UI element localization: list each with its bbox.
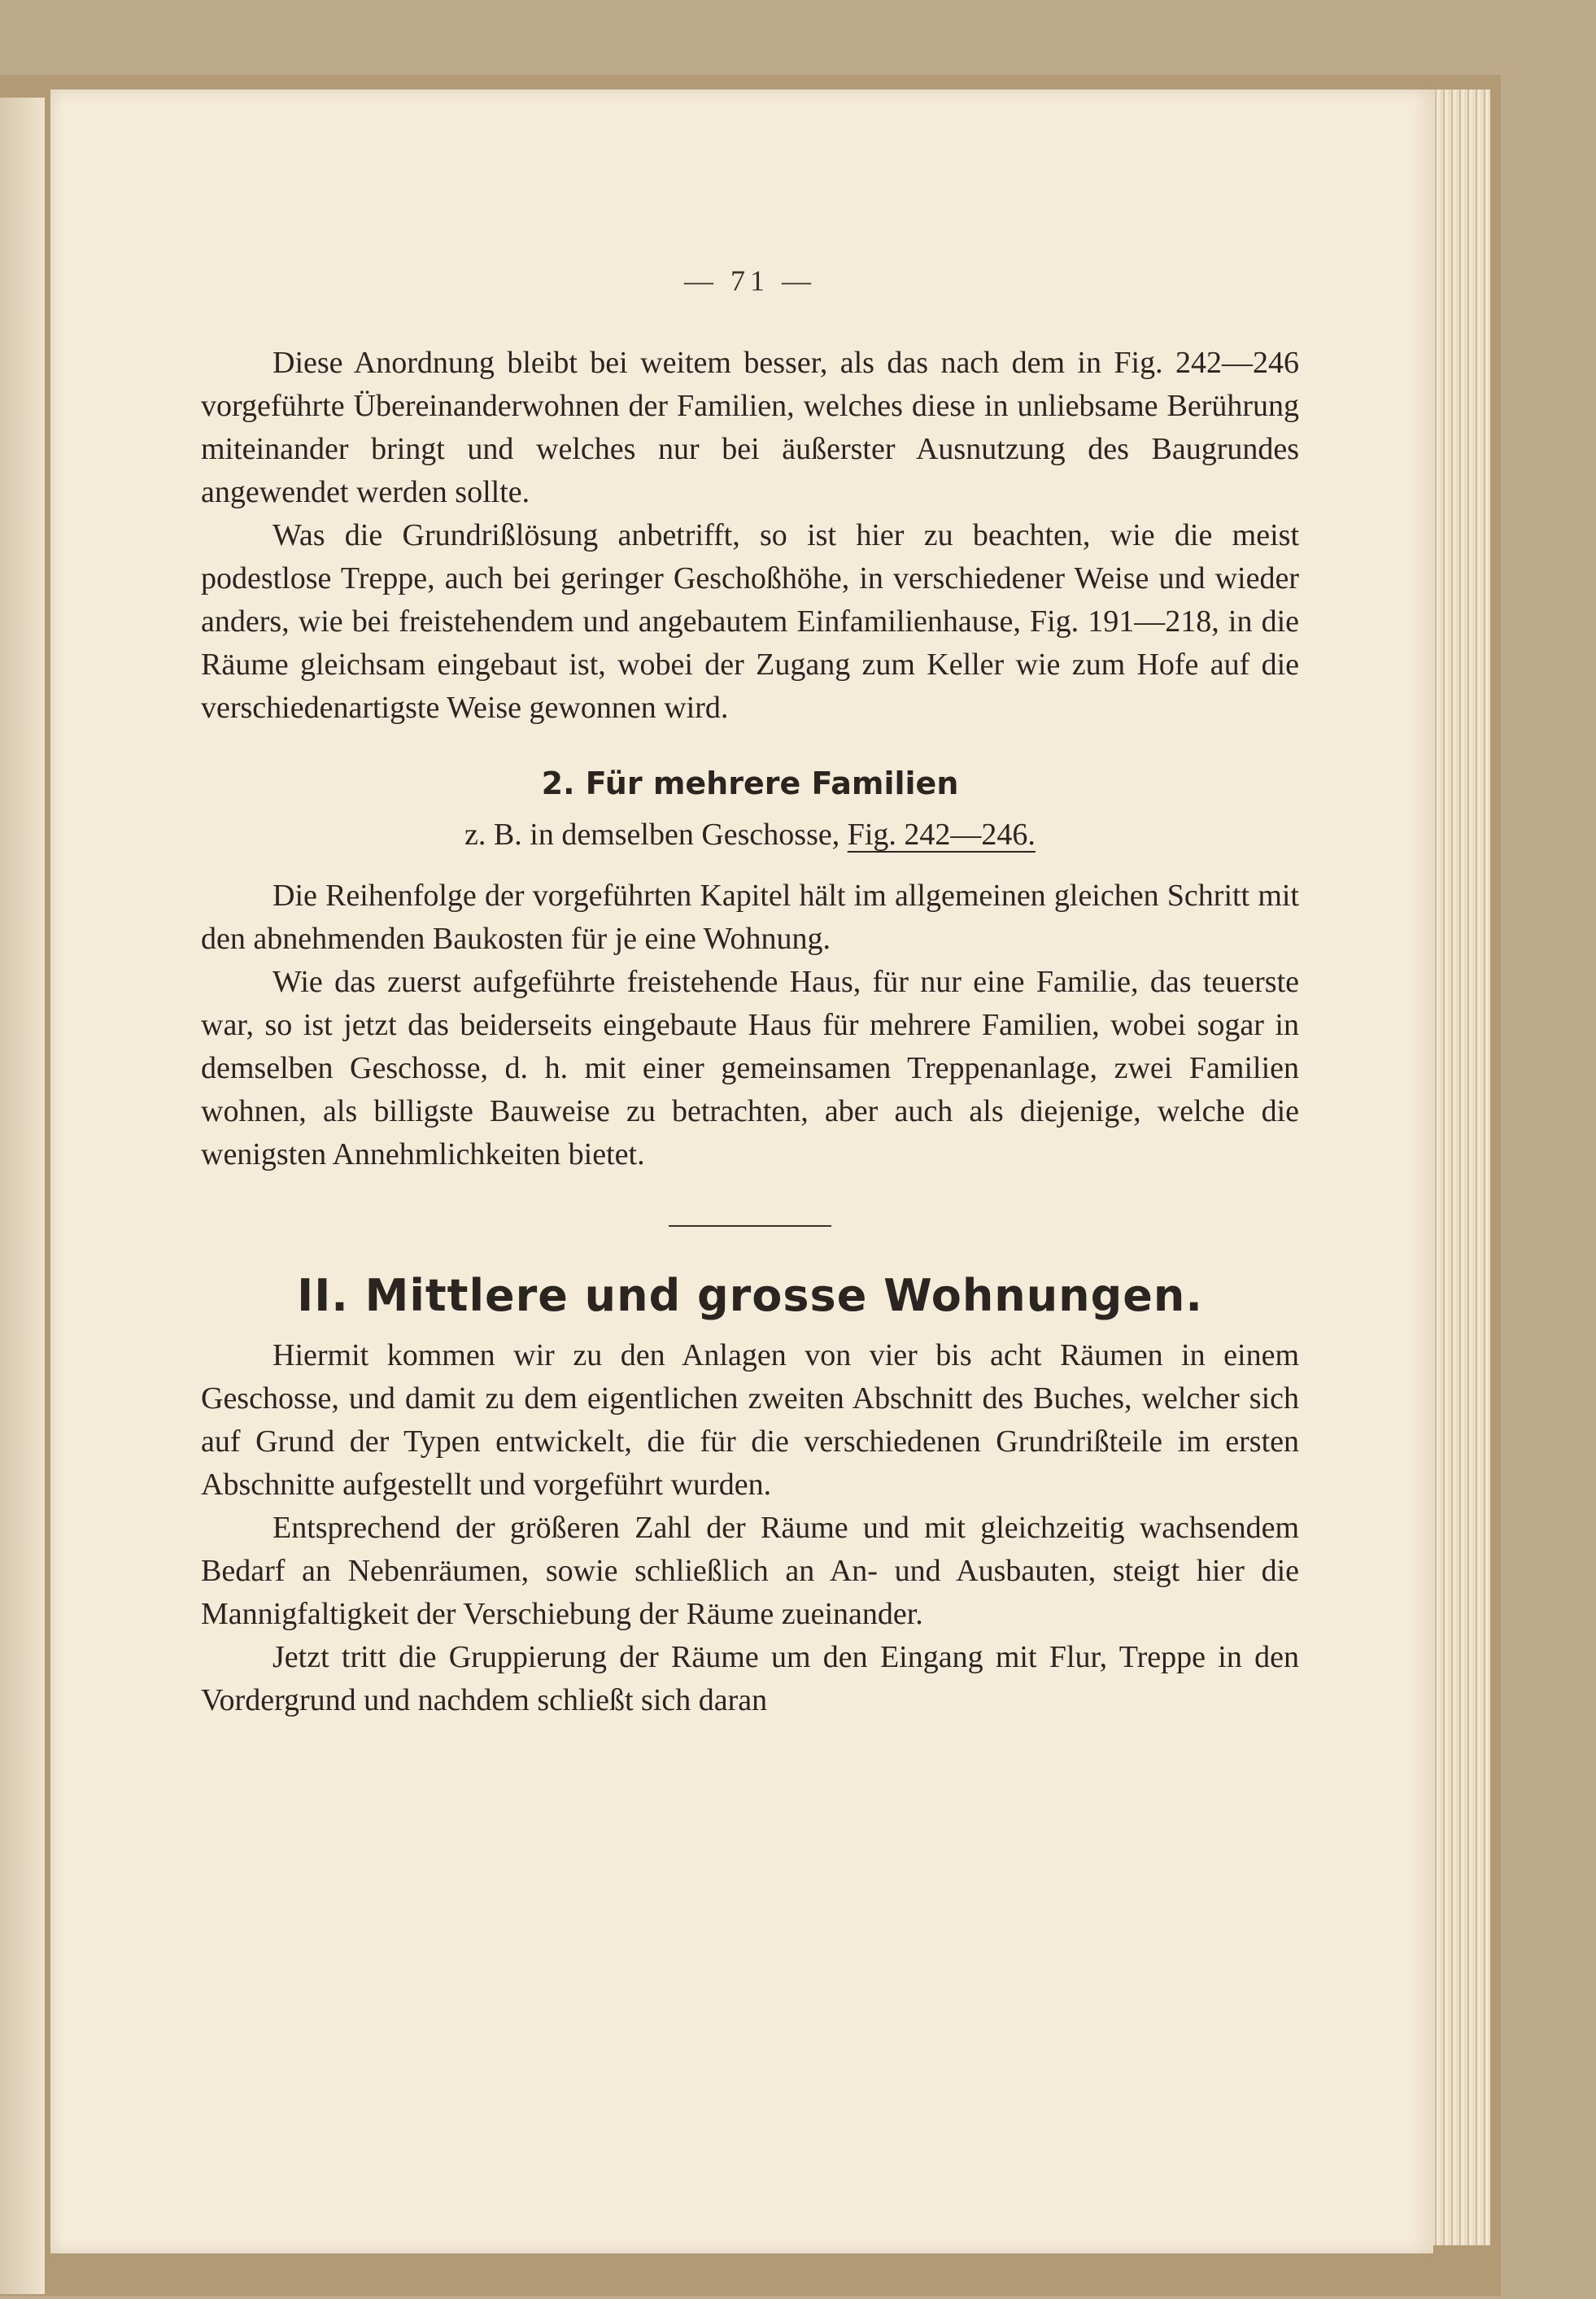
figure-reference: Fig. 242—246. xyxy=(847,818,1036,852)
paragraph: Diese Anordnung bleibt bei weitem besser, als das nach dem in Fig. 242—246 vorgeführte Übereinanderwohnen der Familien, welches diese in unliebsame Berührung miteinander bringt und welches nur bei äußerster Ausnutzung des Baugrundes angewendet werden sollte. xyxy=(201,346,1299,509)
text-area xyxy=(201,260,1299,1722)
section-subheading xyxy=(201,814,1299,857)
subheading-text: z. B. in demselben Geschosse, xyxy=(464,818,848,852)
paragraph: Wie das zuerst aufgeführte freistehende Haus, für nur eine Familie, das teuerste war, so ist jetzt das beiderseits eingebaute Haus für mehrere Familien, wobei sogar in demselben Geschosse, d. h. mit einer gemeinsamen Treppenanlage, zwei Familien wohnen, als billigste Bauweise zu betrachten, aber auch als diejenige, welche die wenigsten Annehmlichkeiten bietet. xyxy=(201,965,1299,1171)
chapter-heading: II. Mittlere und grosse Wohnungen. xyxy=(297,1270,1203,1321)
section-divider xyxy=(669,1225,831,1227)
paragraph: Die Reihenfolge der vorgeführten Kapitel hält im allgemeinen gleichen Schritt mit den abnehmenden Baukosten für je eine Wohnung. xyxy=(201,879,1299,956)
paragraph: Jetzt tritt die Gruppierung der Räume um den Eingang mit Flur, Treppe in den Vordergrund und nachdem schließt sich daran xyxy=(201,1640,1299,1717)
section-heading: 2. Für mehrere Familien xyxy=(541,766,959,801)
paragraph: Entsprechend der größeren Zahl der Räume und mit gleichzeitig wachsendem Bedarf an Nebenräumen, sowie schließlich an An- und Ausbauten, steigt hier die Mannigfaltigkeit der Verschiebung der Räume zueinander. xyxy=(201,1511,1299,1631)
left-page-edge xyxy=(0,98,45,2294)
paragraph: Was die Grundrißlösung anbetrifft, so ist hier zu beachten, wie die meist podestlose Treppe, auch bei geringer Geschoßhöhe, in verschiedener Weise und wieder anders, wie bei freistehendem und angebautem Einfamilienhause, Fig. 191—218, in die Räume gleichsam eingebaut ist, wobei der Zugang zum Keller wie zum Hofe auf die verschiedenartigste Weise gewonnen wird. xyxy=(201,518,1299,725)
page-number: — 71 — xyxy=(684,264,816,297)
book-page xyxy=(50,89,1433,2253)
paragraph: Hiermit kommen wir zu den Anlagen von vier bis acht Räumen in einem Geschosse, und damit zu dem eigentlichen zweiten Abschnitt des Buches, welcher sich auf Grund der Typen entwickelt, die für die verschiedenen Grundrißteile im ersten Abschnitte aufgestellt und vorgeführt wurden. xyxy=(201,1338,1299,1502)
